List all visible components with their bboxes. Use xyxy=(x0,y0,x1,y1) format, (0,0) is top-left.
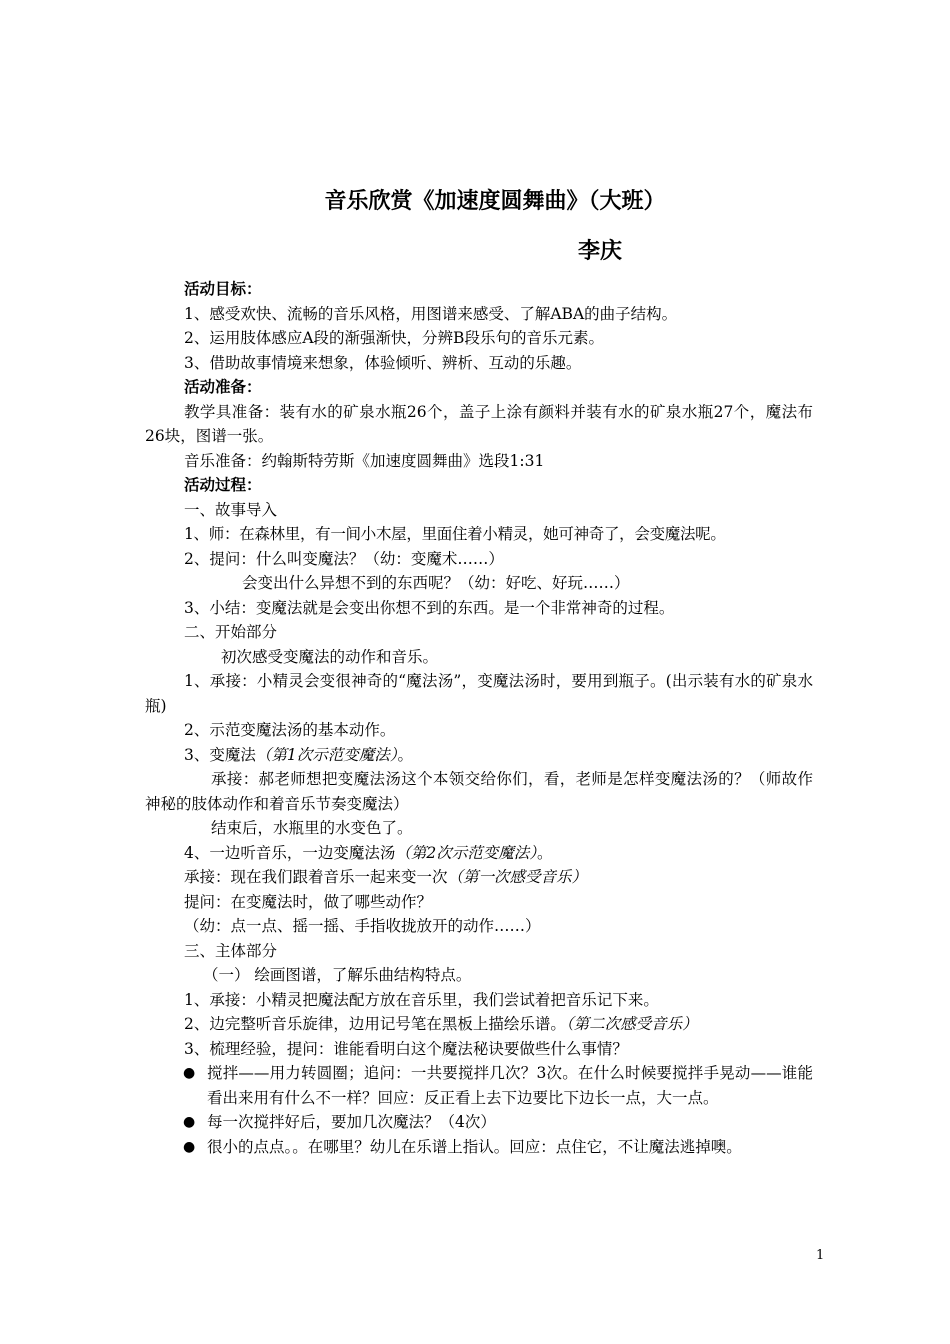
part-2-item-4 xyxy=(145,841,813,866)
part-3-heading: 三、主体部分 xyxy=(184,941,278,960)
part-3-item-2 xyxy=(145,1012,813,1037)
part-2-item-7: （幼：点一点、摇一摇、手指收拢放开的动作……） xyxy=(184,917,541,935)
part-3-item-2-note: （第二次感受音乐） xyxy=(565,1015,698,1033)
part-1-item-2: 2、提问：什么叫变魔法？（幼：变魔术……） xyxy=(184,549,504,568)
part-2-item-1: 1、承接：小精灵会变很神奇的“魔法汤”，变魔法汤时，要用到瓶子。(出示装有水的矿泉水瓶) xyxy=(145,672,813,715)
bullet-item-2 xyxy=(145,1110,813,1135)
bullet-text-1: 搅拌——用力转圆圈；追问：一共要搅拌几次？3次。在什么时候要搅拌手晃动——谁能看出来用有什么不一样？回应：反正看上去下边要比下边长一点，大一点。 xyxy=(207,1064,813,1107)
part-1-item-2b: 会变出什么异想不到的东西呢？（幼：好吃、好玩……） xyxy=(242,574,630,592)
bullet-marker: ● xyxy=(183,1138,196,1155)
part-2-item-4-end: 。 xyxy=(537,843,553,862)
part-2-item-6: 提问：在变魔法时，做了哪些动作？ xyxy=(184,892,433,911)
part-2-heading: 二、开始部分 xyxy=(184,623,278,641)
bullet-text-3: 很小的点点。。在哪里？幼儿在乐谱上指认。回应：点住它，不让魔法逃掉噢。 xyxy=(207,1137,742,1156)
part-3-item-1: 1、承接：小精灵把魔法配方放在音乐里，我们尝试着把音乐记下来。 xyxy=(184,990,659,1009)
goal-2: 2、运用肢体感应A段的渐强渐快，分辨B段乐句的音乐元素。 xyxy=(184,329,604,347)
bullet-marker: ● xyxy=(183,1065,196,1081)
goal-3: 3、借助故事情境来想象，体验倾听、辨析、互动的乐趣。 xyxy=(184,353,582,372)
prep-music: 音乐准备：约翰斯特劳斯《加速度圆舞曲》选段1:31 xyxy=(184,451,545,470)
part-3-subheading: （一） 绘画图谱，了解乐曲结构特点。 xyxy=(203,966,472,984)
author-name: 李庆 xyxy=(578,239,623,264)
part-3-item-2-text: 2、边完整听音乐旋律，边用记号笔在黑板上描绘乐谱。 xyxy=(184,1015,566,1033)
bullet-item-3 xyxy=(145,1135,813,1160)
goals-heading: 活动目标： xyxy=(184,280,262,298)
process-heading: 活动过程： xyxy=(184,476,262,494)
part-2-intro: 初次感受变魔法的动作和音乐。 xyxy=(221,647,439,666)
part-2-item-4-note: （第2次示范变魔法） xyxy=(395,843,537,862)
part-2-item-2: 2、示范变魔法汤的基本动作。 xyxy=(184,721,396,739)
part-1-heading: 一、故事导入 xyxy=(184,500,278,519)
prep-materials: 教学具准备：装有水的矿泉水瓶26个，盖子上涂有颜料并装有水的矿泉水瓶27个，魔法布26块，图谱一张。 xyxy=(145,402,813,445)
part-2-item-4-text: 4、一边听音乐，一边变魔法汤 xyxy=(184,843,396,862)
goal-1: 1、感受欢快、流畅的音乐风格，用图谱来感受、了解ABA的曲子结构。 xyxy=(184,304,678,323)
part-2-item-3 xyxy=(145,743,813,768)
part-1-item-3: 3、小结：变魔法就是会变出你想不到的东西。是一个非常神奇的过程。 xyxy=(184,598,675,617)
part-2-item-5-text: 承接：现在我们跟着音乐一起来变一次 xyxy=(184,868,448,886)
part-2-item-3-result: 结束后，水瓶里的水变色了。 xyxy=(211,819,413,837)
part-2-item-3-text: 3、变魔法 xyxy=(184,745,256,764)
document-title: 音乐欣赏《加速度圆舞曲》（大班） xyxy=(324,189,666,214)
bullet-item-1 xyxy=(145,1061,813,1110)
page-number: 1 xyxy=(816,1248,825,1263)
part-2-item-3-end: 。 xyxy=(397,745,414,764)
part-3-item-3: 3、梳理经验，提问：谁能看明白这个魔法秘诀要做些什么事情？ xyxy=(184,1039,628,1058)
part-2-item-3-note: （第1次示范变魔法） xyxy=(255,745,398,764)
bullet-text-2: 每一次搅拌好后，要加几次魔法？（4次） xyxy=(207,1113,496,1131)
part-2-item-3-detail: 承接：郝老师想把变魔法汤这个本领交给你们，看，老师是怎样变魔法汤的？（师故作神秘的肢体动作和着音乐节奏变魔法） xyxy=(145,770,813,813)
part-2-item-5 xyxy=(145,865,813,890)
document-body xyxy=(145,277,813,1159)
part-2-item-5-note: （第一次感受音乐） xyxy=(447,868,588,886)
part-1-item-1: 1、师：在森林里，有一间小木屋，里面住着小精灵，她可神奇了，会变魔法呢。 xyxy=(184,525,726,543)
bullet-marker: ● xyxy=(183,1114,196,1130)
prep-heading: 活动准备： xyxy=(184,378,262,396)
